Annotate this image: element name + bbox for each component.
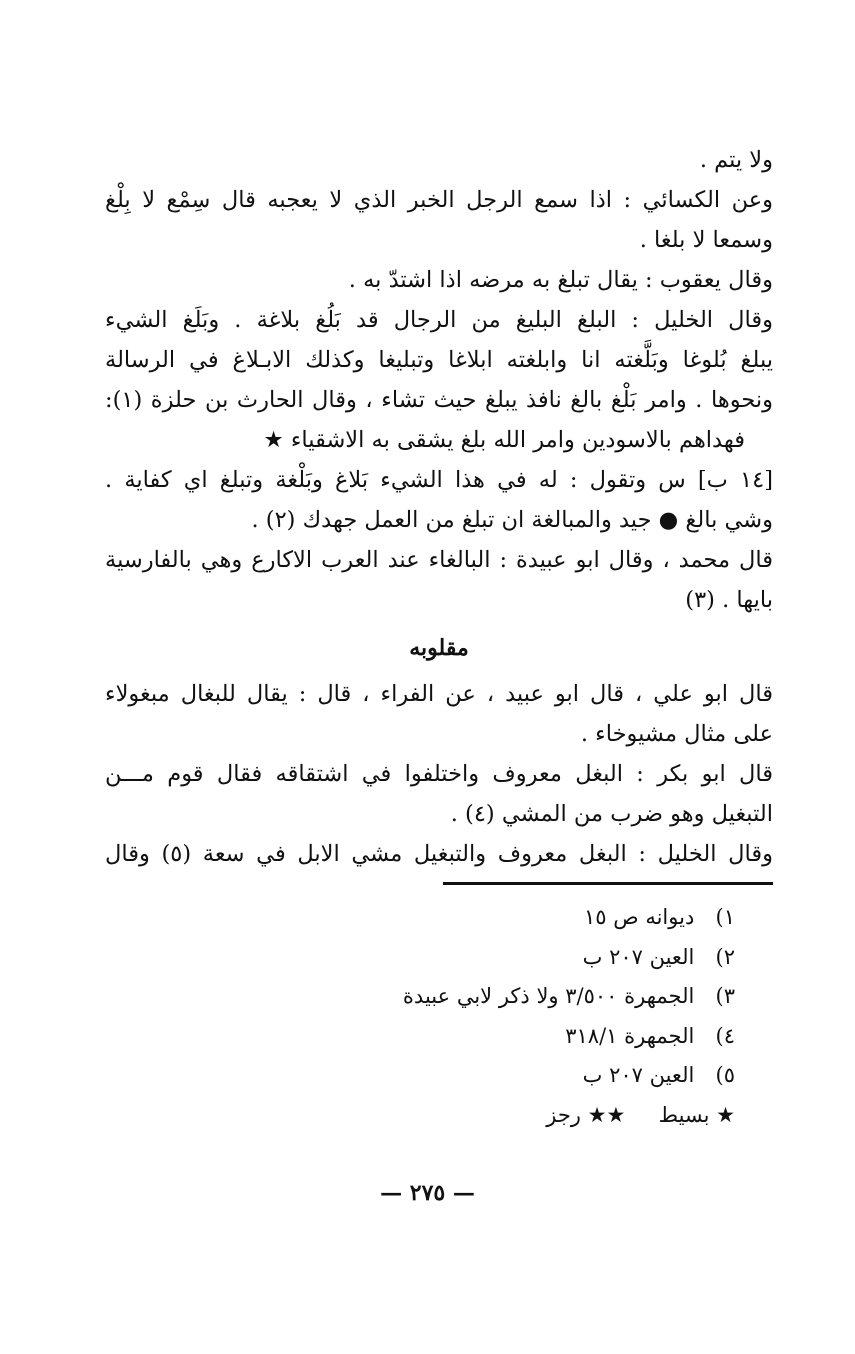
footnote-item bbox=[360, 1056, 735, 1096]
meter-note: ★ بسيط ★★ رجز bbox=[546, 1102, 735, 1127]
text-line: على مثال مشيوخاء . bbox=[580, 721, 773, 747]
text-line: قال ابو بكر : البغل معروف واختلفوا في اشتقاقه فقال قوم مـــن bbox=[105, 761, 773, 787]
text-line: وسمعا لا بلغا . bbox=[639, 227, 773, 253]
footnote-text: الجمهرة ٣/٥٠٠ ولا ذكر لابي عبيدة bbox=[402, 984, 695, 1008]
text-line: وشي بالغ ● جيد والمبالغة ان تبلغ من العمل جهدك (٢) . bbox=[251, 507, 773, 533]
section-heading: مقلوبه bbox=[409, 635, 469, 661]
footnotes bbox=[360, 898, 735, 1135]
footnote-divider bbox=[443, 882, 773, 885]
footnote-number: ٥) bbox=[715, 1063, 735, 1087]
text-line: يبلغ بُلوغا وبَلَّغته انا وابلغته ابلاغا وتبليغا وكذلك الابـلاغ في الرسالة bbox=[105, 347, 773, 373]
text-line: قال محمد ، وقال ابو عبيدة : البالغاء عند العرب الاكارع وهي بالفارسية bbox=[105, 547, 773, 573]
footnote-text: ديوانه ص ١٥ bbox=[584, 905, 695, 929]
footnote-number: ١) bbox=[715, 905, 735, 929]
footnote-item bbox=[360, 977, 735, 1017]
footnote-item bbox=[360, 898, 735, 938]
text-line: وقال الخليل : البلغ البليغ من الرجال قد بَلُغ بلاغة . وبَلَغ الشيء bbox=[105, 307, 773, 333]
text-line: التبغيل وهو ضرب من المشي (٤) . bbox=[450, 801, 773, 827]
text-line: قال ابو علي ، قال ابو عبيد ، عن الفراء ، قال : يقال للبغال مبغولاء bbox=[105, 681, 773, 707]
text-line: وقال يعقوب : يقال تبلغ به مرضه اذا اشتدّ به . bbox=[348, 267, 773, 293]
poetry-verse: فهداهم بالاسودين وامر الله بلغ يشقى به الاشقياء ★ bbox=[263, 427, 745, 453]
footnote-item bbox=[360, 1017, 735, 1057]
text-line: وقال الخليل : البغل معروف والتبغيل مشي الابل في سعة (٥) وقال bbox=[105, 841, 773, 867]
footnote-number: ٤) bbox=[715, 1023, 735, 1048]
text-line: ولا يتم . bbox=[699, 147, 773, 173]
footnote-number: ٢) bbox=[715, 944, 735, 969]
footnote-text: الجمهرة ٣١٨/١ bbox=[565, 1023, 695, 1048]
text-line: وعن الكسائي : اذا سمع الرجل الخبر الذي لا يعجبه قال سِمْع لا بِلْغ bbox=[105, 187, 773, 213]
text-line: [١٤ ب] س وتقول : له في هذا الشيء بَلاغ وبَلْغة وتبلغ اي كفاية . bbox=[105, 467, 773, 493]
main-text bbox=[105, 140, 773, 874]
footnote-item bbox=[360, 938, 735, 978]
footnote-number: ٣) bbox=[715, 984, 735, 1008]
footnote-text: العين ٢٠٧ ب bbox=[582, 1063, 695, 1087]
text-line: ونحوها . وامر بَلْغ بالغ نافذ يبلغ حيث تشاء ، وقال الحارث بن حلزة (١): bbox=[105, 387, 773, 413]
text-line: بايها . (٣) bbox=[685, 587, 773, 613]
page-number: — ٢٧٥ — bbox=[380, 1180, 475, 1206]
footnote-text: العين ٢٠٧ ب bbox=[582, 944, 695, 969]
